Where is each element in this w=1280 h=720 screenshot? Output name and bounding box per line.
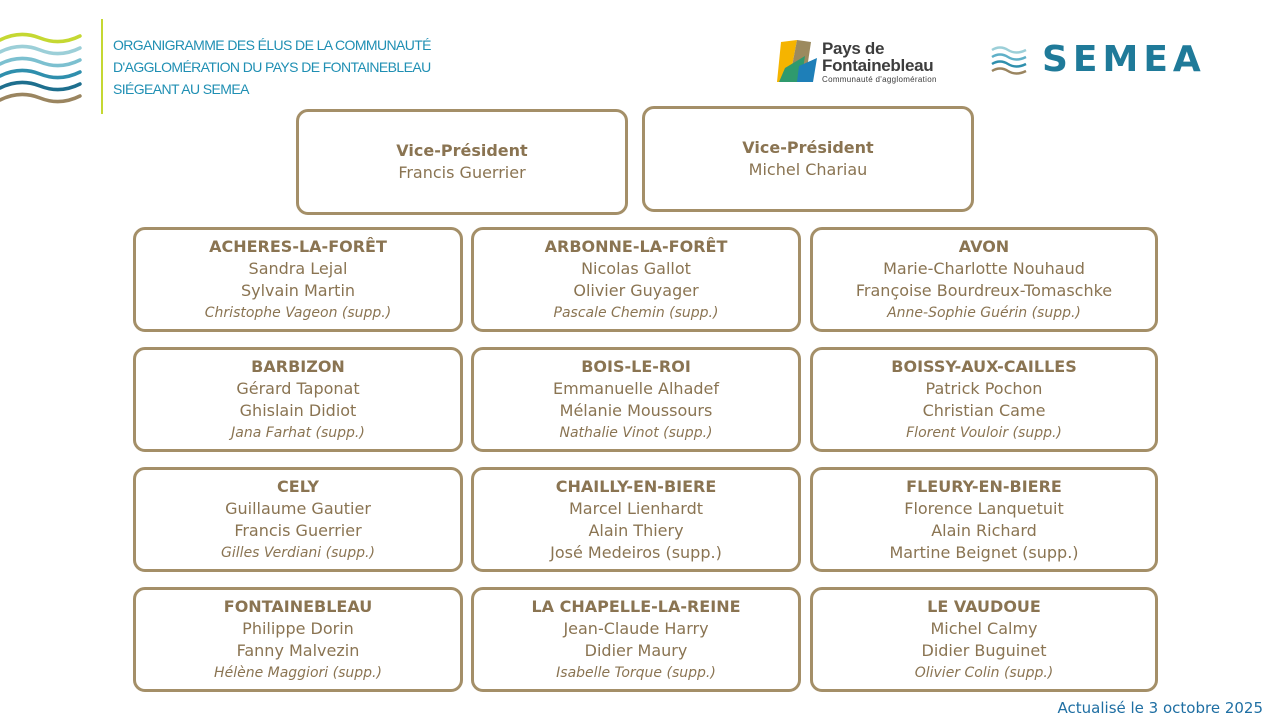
member-name: Marcel Lienhardt — [568, 498, 704, 518]
municipality-name: ARBONNE-LA-FORÊT — [544, 236, 728, 256]
member-name: Olivier Guyager — [573, 280, 699, 300]
municipality-name: BARBIZON — [251, 356, 345, 376]
municipality-name: CHAILLY-EN-BIERE — [555, 476, 717, 496]
member-name: Philippe Dorin — [242, 618, 354, 638]
municipality-card-chailly — [471, 467, 801, 572]
vice-president-card — [642, 106, 974, 212]
municipality-name: BOIS-LE-ROI — [581, 356, 691, 376]
member-name: Mélanie Moussours — [559, 400, 713, 420]
municipality-card-le-vaudoue — [810, 587, 1158, 692]
substitute-name: Pascale Chemin (supp.) — [553, 304, 719, 321]
member-name: Alain Thiery — [588, 520, 684, 540]
member-name: Sandra Lejal — [248, 258, 348, 278]
substitute-name: Martine Beignet (supp.) — [889, 542, 1079, 562]
pf-logo-name — [822, 40, 933, 74]
semea-waves-icon — [990, 44, 1030, 78]
page-title-line: ORGANIGRAMME DES ÉLUS DE LA COMMUNAUTÉ — [113, 37, 431, 53]
member-name: Sylvain Martin — [240, 280, 356, 300]
substitute-name: Jana Farhat (supp.) — [231, 424, 365, 441]
member-name: Gérard Taponat — [236, 378, 360, 398]
vice-president-name: Michel Chariau — [748, 160, 868, 179]
member-name: Alain Richard — [931, 520, 1037, 540]
municipality-name: ACHERES-LA-FORÊT — [209, 236, 387, 256]
page-title — [113, 34, 473, 100]
member-name: Ghislain Didiot — [239, 400, 357, 420]
member-name: Marie-Charlotte Nouhaud — [883, 258, 1085, 278]
municipality-card-cely — [133, 467, 463, 572]
substitute-name: Nathalie Vinot (supp.) — [559, 424, 713, 441]
municipality-card-boissy — [810, 347, 1158, 452]
substitute-name: Christophe Vageon (supp.) — [204, 304, 392, 321]
substitute-name: Florent Vouloir (supp.) — [906, 424, 1062, 441]
substitute-name: Anne-Sophie Guérin (supp.) — [887, 304, 1081, 321]
municipality-card-bois-le-roi — [471, 347, 801, 452]
substitute-name: Olivier Colin (supp.) — [914, 664, 1054, 681]
municipality-name: AVON — [958, 236, 1010, 256]
municipality-card-avon — [810, 227, 1158, 332]
municipality-card-la-chapelle — [471, 587, 801, 692]
vice-president-card — [296, 109, 628, 215]
title-divider — [101, 19, 103, 114]
wave-logo-icon — [0, 30, 90, 110]
member-name: Guillaume Gautier — [225, 498, 371, 518]
municipality-card-fontainebleau — [133, 587, 463, 692]
member-name: Jean-Claude Harry — [563, 618, 709, 638]
municipality-card-barbizon — [133, 347, 463, 452]
member-name: Florence Lanquetuit — [904, 498, 1064, 518]
member-name: Françoise Bourdreux-Tomaschke — [855, 280, 1113, 300]
pf-logo-line1: Pays de — [822, 39, 885, 58]
page-title-line: D'AGGLOMÉRATION DU PAYS DE FONTAINEBLEAU — [113, 59, 431, 75]
municipality-name: FLEURY-EN-BIERE — [906, 476, 1062, 496]
page-title-line: SIÉGEANT AU SEMEA — [113, 81, 249, 97]
municipality-card-arbonne — [471, 227, 801, 332]
member-name: Didier Maury — [584, 640, 688, 660]
member-name: Patrick Pochon — [925, 378, 1043, 398]
semea-wordmark: SEMEA — [1042, 39, 1206, 80]
member-name: Christian Came — [922, 400, 1046, 420]
municipality-card-acheres — [133, 227, 463, 332]
pf-logo-line2: Fontainebleau — [822, 56, 934, 75]
update-date: Actualisé le 3 octobre 2025 — [1057, 699, 1263, 717]
municipality-name: BOISSY-AUX-CAILLES — [891, 356, 1077, 376]
pf-logo-subtitle: Communauté d'agglomération — [822, 75, 937, 84]
member-name: Nicolas Gallot — [581, 258, 691, 278]
substitute-name: Hélène Maggiori (supp.) — [214, 664, 382, 681]
member-name: Emmanuelle Alhadef — [553, 378, 719, 398]
vice-president-title: Vice-Président — [396, 141, 528, 160]
municipality-name: LA CHAPELLE-LA-REINE — [531, 596, 741, 616]
vice-president-name: Francis Guerrier — [398, 163, 526, 182]
vice-president-title: Vice-Président — [742, 138, 874, 157]
member-name: Didier Buguinet — [921, 640, 1047, 660]
municipality-name: FONTAINEBLEAU — [223, 596, 373, 616]
substitute-name: Gilles Verdiani (supp.) — [221, 544, 375, 561]
fontainebleau-mark-icon — [775, 38, 819, 84]
substitute-name: Isabelle Torque (supp.) — [556, 664, 716, 681]
member-name: Fanny Malvezin — [236, 640, 360, 660]
semea-logo — [990, 39, 1250, 82]
municipality-name: CELY — [277, 476, 319, 496]
member-name: Michel Calmy — [930, 618, 1038, 638]
member-name: Francis Guerrier — [234, 520, 362, 540]
municipality-card-fleury — [810, 467, 1158, 572]
pays-de-fontainebleau-logo — [775, 38, 965, 88]
municipality-name: LE VAUDOUE — [927, 596, 1041, 616]
substitute-name: José Medeiros (supp.) — [550, 542, 722, 562]
